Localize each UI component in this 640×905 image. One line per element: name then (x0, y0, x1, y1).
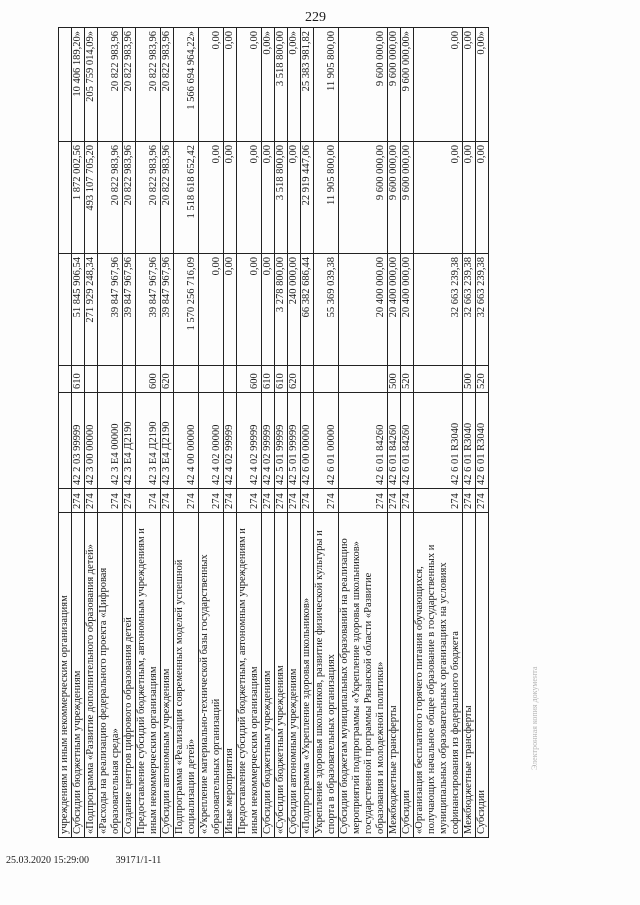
cell-v2: 22 919 447,06 (301, 142, 314, 254)
cell-ministry: 274 (136, 489, 161, 513)
cell-ministry: 274 (388, 489, 401, 513)
cell-v2: 11 905 800,00 (314, 142, 339, 254)
cell-ministry: 274 (314, 489, 339, 513)
cell-type: 610 (262, 366, 275, 393)
cell-v3: 0,00 (224, 28, 237, 142)
cell-name: Субсидии автономным учреждениям (288, 513, 301, 838)
cell-type (224, 366, 237, 393)
cell-v1: 1 570 256 716,09 (174, 254, 199, 366)
cell-code: 42 6 01 R3040 (463, 393, 476, 489)
cell-v2: 9 600 000,00 (401, 142, 414, 254)
cell-v1: 20 400 000,00 (339, 254, 388, 366)
table-row (339, 28, 388, 838)
cell-v1: 0,00 (199, 254, 224, 366)
cell-v1: 39 847 967,96 (123, 254, 136, 366)
cell-code: 42 4 02 99999 (262, 393, 275, 489)
page-number: 229 (305, 10, 326, 25)
budget-table (58, 27, 489, 838)
cell-type: 620 (161, 366, 174, 393)
cell-v3: 3 518 800,00 (275, 28, 288, 142)
cell-code: 42 5 01 99999 (275, 393, 288, 489)
cell-code: 42 5 01 99999 (288, 393, 301, 489)
cell-name: Межбюджетные трансферты (463, 513, 476, 838)
cell-name: «Подпрограмма «Укрепление здоровья школьников» (301, 513, 314, 838)
cell-type: 600 (136, 366, 161, 393)
cell-type (85, 366, 98, 393)
budget-table-rotated (58, 28, 640, 838)
cell-v1: 32 663 239,38 (414, 254, 463, 366)
cell-v1: 51 845 906,54 (72, 254, 85, 366)
cell-v1: 39 847 967,96 (98, 254, 123, 366)
cell-v2: 0,00 (463, 142, 476, 254)
cell-v2: 20 822 983,96 (161, 142, 174, 254)
table-row (314, 28, 339, 838)
cell-ministry: 274 (72, 489, 85, 513)
cell-v1: 32 663 239,38 (463, 254, 476, 366)
cell-name: Субсидии (401, 513, 414, 838)
table-row (98, 28, 123, 838)
cell-type: 500 (463, 366, 476, 393)
cell-v3: 0,00 (463, 28, 476, 142)
cell-name: Субсидии бюджетным учреждениям (72, 513, 85, 838)
table-row (237, 28, 262, 838)
cell-ministry: 274 (161, 489, 174, 513)
cell-type (339, 366, 388, 393)
table-row (262, 28, 275, 838)
cell-ministry: 274 (301, 489, 314, 513)
table-row (59, 28, 72, 838)
table-row (224, 28, 237, 838)
cell-v3: 25 383 981,82 (301, 28, 314, 142)
cell-type (414, 366, 463, 393)
cell-type: 520 (401, 366, 414, 393)
cell-name: Субсидии (476, 513, 489, 838)
cell-type: 610 (72, 366, 85, 393)
cell-v1: 39 847 967,96 (161, 254, 174, 366)
table-row (85, 28, 98, 838)
cell-type (59, 366, 72, 393)
cell-ministry: 274 (224, 489, 237, 513)
cell-name: «Укрепление материально-технической базы государственных образовательных организаций (199, 513, 224, 838)
cell-type (174, 366, 199, 393)
cell-name: Предоставление субсидий бюджетным, автономным учреждениям и иным некоммерческим организациям (136, 513, 161, 838)
cell-code: 42 3 E4 Д2190 (136, 393, 161, 489)
cell-v1 (59, 254, 72, 366)
table-row (301, 28, 314, 838)
cell-v2: 3 518 800,00 (275, 142, 288, 254)
cell-name: «Субсидии бюджетным учреждениям (275, 513, 288, 838)
cell-ministry: 274 (174, 489, 199, 513)
cell-v2: 0,00 (288, 142, 301, 254)
table-row (161, 28, 174, 838)
stamp-datetime: 25.03.2020 15:29:00 (6, 855, 90, 866)
table-row (72, 28, 85, 838)
cell-type: 520 (476, 366, 489, 393)
cell-v3: 205 759 014,09» (85, 28, 98, 142)
cell-v3: 0,00» (476, 28, 489, 142)
cell-v1: 20 400 000,00 (401, 254, 414, 366)
table-row (388, 28, 401, 838)
table-row (463, 28, 476, 838)
cell-v2: 20 822 983,96 (123, 142, 136, 254)
cell-code (59, 393, 72, 489)
table-row (401, 28, 414, 838)
cell-name: «Подпрограмма «Развитие дополнительного образования детей» (85, 513, 98, 838)
cell-ministry: 274 (401, 489, 414, 513)
cell-name: Предоставление субсидий бюджетным, автономным учреждениям и иным некоммерческим организациям (237, 513, 262, 838)
cell-ministry: 274 (237, 489, 262, 513)
cell-type: 620 (288, 366, 301, 393)
cell-v2: 0,00 (237, 142, 262, 254)
cell-v3: 0,00 (237, 28, 262, 142)
cell-v2: 0,00 (199, 142, 224, 254)
cell-code: 42 6 01 R3040 (414, 393, 463, 489)
cell-name: Субсидии автономным учреждениям (161, 513, 174, 838)
cell-v3: 20 822 983,96 (98, 28, 123, 142)
cell-code: 42 3 E4 Д2190 (161, 393, 174, 489)
cell-ministry: 274 (98, 489, 123, 513)
cell-code: 42 3 00 00000 (85, 393, 98, 489)
table-row (199, 28, 224, 838)
cell-v2 (59, 142, 72, 254)
cell-ministry (59, 489, 72, 513)
cell-ministry: 274 (85, 489, 98, 513)
cell-ministry: 274 (476, 489, 489, 513)
cell-v3: 0,00» (288, 28, 301, 142)
cell-type (123, 366, 136, 393)
cell-type: 610 (275, 366, 288, 393)
cell-type (301, 366, 314, 393)
cell-v1: 66 382 686,44 (301, 254, 314, 366)
cell-v2: 9 600 000,00 (388, 142, 401, 254)
cell-code: 42 6 01 R3040 (476, 393, 489, 489)
cell-v3: 0,00 (414, 28, 463, 142)
cell-code: 42 6 01 84260 (388, 393, 401, 489)
cell-v3: 0,00» (262, 28, 275, 142)
table-row (414, 28, 463, 838)
table-row (174, 28, 199, 838)
cell-name: Иные мероприятия (224, 513, 237, 838)
table-row (275, 28, 288, 838)
cell-name: Межбюджетные трансферты (388, 513, 401, 838)
cell-v2: 20 822 983,96 (98, 142, 123, 254)
cell-v2: 20 822 983,96 (136, 142, 161, 254)
cell-v1: 20 400 000,00 (388, 254, 401, 366)
stamp-code: 39171/1-11 (115, 855, 162, 866)
cell-ministry: 274 (414, 489, 463, 513)
cell-v1: 32 663 239,38 (476, 254, 489, 366)
cell-v1: 240 000,00 (288, 254, 301, 366)
cell-v2: 493 107 705,20 (85, 142, 98, 254)
cell-v3: 20 822 983,96 (161, 28, 174, 142)
cell-type (314, 366, 339, 393)
cell-v1: 271 929 248,34 (85, 254, 98, 366)
cell-v1: 39 847 967,96 (136, 254, 161, 366)
cell-v3 (59, 28, 72, 142)
cell-v2: 1 518 618 652,42 (174, 142, 199, 254)
budget-table-body (59, 28, 489, 838)
cell-code: 42 3 E4 Д2190 (123, 393, 136, 489)
cell-v2: 0,00 (262, 142, 275, 254)
cell-ministry: 274 (123, 489, 136, 513)
cell-v1: 55 369 039,38 (314, 254, 339, 366)
cell-v1: 0,00 (237, 254, 262, 366)
cell-v3: 11 905 800,00 (314, 28, 339, 142)
cell-type (199, 366, 224, 393)
cell-ministry: 274 (463, 489, 476, 513)
cell-code: 42 6 01 00000 (314, 393, 339, 489)
cell-type (98, 366, 123, 393)
cell-v3: 20 822 983,96 (123, 28, 136, 142)
cell-v2: 1 872 002,56 (72, 142, 85, 254)
cell-v2: 0,00 (476, 142, 489, 254)
cell-code: 42 6 00 00000 (301, 393, 314, 489)
cell-ministry: 274 (339, 489, 388, 513)
cell-v2: 9 600 000,00 (339, 142, 388, 254)
cell-v3: 20 822 983,96 (136, 28, 161, 142)
cell-v3: 9 600 000,00 (388, 28, 401, 142)
table-row (136, 28, 161, 838)
cell-code: 42 3 E4 00000 (98, 393, 123, 489)
cell-ministry: 274 (199, 489, 224, 513)
cell-code: 42 4 00 00000 (174, 393, 199, 489)
cell-code: 42 6 01 84260 (339, 393, 388, 489)
cell-v2: 0,00 (414, 142, 463, 254)
cell-code: 42 6 01 84260 (401, 393, 414, 489)
cell-ministry: 274 (262, 489, 275, 513)
document-stamp (6, 855, 256, 866)
cell-type: 500 (388, 366, 401, 393)
cell-name: Подпрограмма «Реализация современных моделей успешной социализации детей» (174, 513, 199, 838)
table-row (476, 28, 489, 838)
cell-name: Субсидии бюджетным учреждениям (262, 513, 275, 838)
cell-name: Создание центров цифрового образования детей (123, 513, 136, 838)
cell-v3: 9 600 000,00» (401, 28, 414, 142)
cell-code: 42 4 02 99999 (237, 393, 262, 489)
cell-type: 600 (237, 366, 262, 393)
cell-code: 42 4 02 99999 (224, 393, 237, 489)
cell-ministry: 274 (288, 489, 301, 513)
cell-v3: 0,00 (199, 28, 224, 142)
cell-v3: 10 406 189,20» (72, 28, 85, 142)
cell-v1: 0,00 (224, 254, 237, 366)
cell-v3: 9 600 000,00 (339, 28, 388, 142)
cell-code: 42 4 02 00000 (199, 393, 224, 489)
cell-name: учреждениям и иным некоммерческим организациям (59, 513, 72, 838)
cell-name: Субсидии бюджетам муниципальных образований на реализацию мероприятий подпрограммы «Укрепление здоровья школьников» государственной программы Рязанской области «Развитие образования и молодежной политики» (339, 513, 388, 838)
cell-name: «Расходы на реализацию федерального проекта «Цифровая образовательная среда» (98, 513, 123, 838)
cell-v1: 0,00 (262, 254, 275, 366)
cell-code: 42 2 03 99999 (72, 393, 85, 489)
cell-v2: 0,00 (224, 142, 237, 254)
table-row (288, 28, 301, 838)
table-row (123, 28, 136, 838)
cell-name: «Организация бесплатного горячего питания обучающихся, получающих начальное общее образование в государственных и муниципальных образовательных организациях на условиях софинансирования из федерального бюджета (414, 513, 463, 838)
cell-v3: 1 566 694 964,22» (174, 28, 199, 142)
cell-name: Укрепление здоровья школьников, развитие физической культуры и спорта в образовательных организациях (314, 513, 339, 838)
watermark: Электронная копия документа (530, 666, 539, 770)
cell-v1: 3 278 800,00 (275, 254, 288, 366)
cell-ministry: 274 (275, 489, 288, 513)
